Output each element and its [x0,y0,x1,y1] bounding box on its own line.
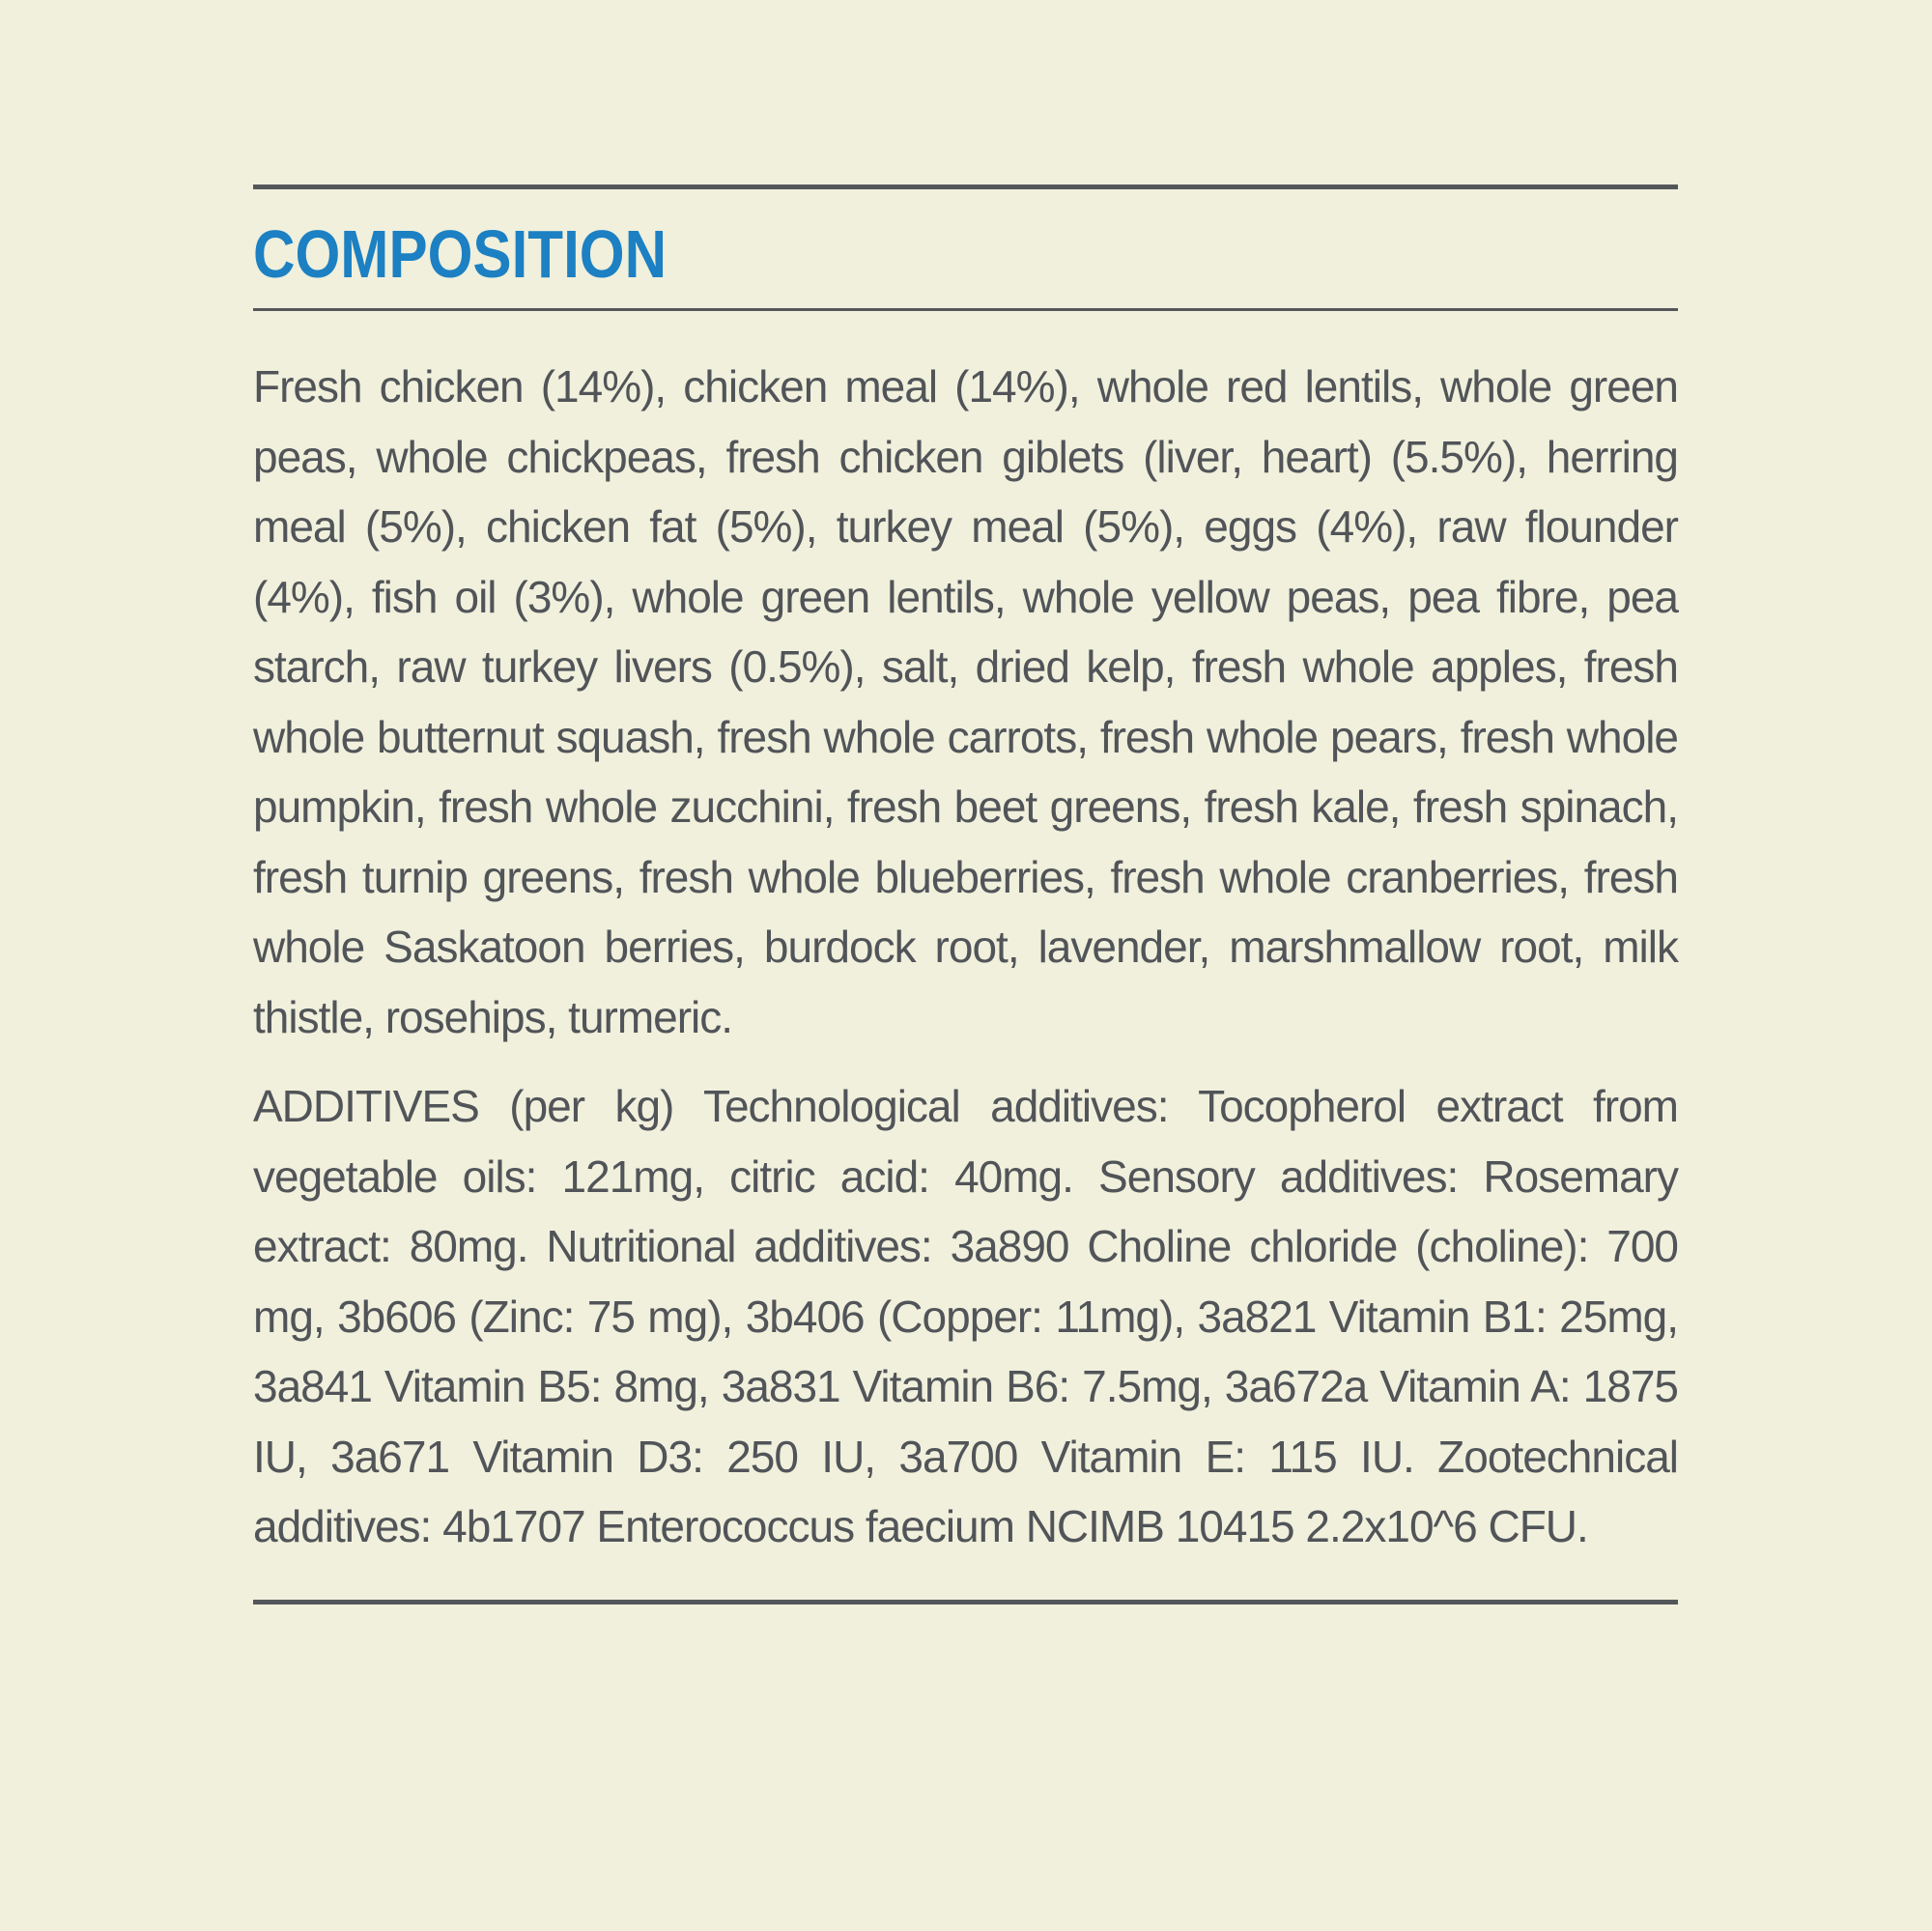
section-title: COMPOSITION [253,216,668,292]
additives-paragraph: ADDITIVES (per kg) Technological additives: Tocopherol extract from vegetable oils: 121mg, citric acid: 40mg. Sensory additives: Rosemary extract: 80mg. Nutritional additives: 3a890 Choline chloride (choline): 700 mg, 3b606 (Zinc: 75 mg), 3b406 (Copper: 11mg), 3a821 Vitamin B1: 25mg, 3a841 Vitamin B5: 8mg, 3a831 Vitamin B6: 7.5mg, 3a672a Vitamin A: 1875 IU, 3a671 Vitamin D3: 250 IU, 3a700 Vitamin E: 115 IU. Zootechnical additives: 4b1707 Enterococcus faecium NCIMB 10415 2.2x10^6 CFU. [253,1081,1678,1551]
composition-paragraph: Fresh chicken (14%), chicken meal (14%), whole red lentils, whole green peas, whole chickpeas, fresh chicken giblets (liver, heart) (5.5%), herring meal (5%), chicken fat (5%), turkey meal (5%), eggs (4%), raw flounder (4%), fish oil (3%), whole green lentils, whole yellow peas, pea fibre, pea starch, raw turkey livers (0.5%), salt, dried kelp, fresh whole apples, fresh whole butternut squash, fresh whole carrots, fresh whole pears, fresh whole pumpkin, fresh whole zucchini, fresh beet greens, fresh kale, fresh spinach, fresh turnip greens, fresh whole blueberries, fresh whole cranberries, fresh whole Saskatoon berries, burdock root, lavender, marshmallow root, milk thistle, rosehips, turmeric. [253,361,1678,1042]
composition-panel [253,0,1678,1604]
bottom-divider [253,1600,1678,1604]
title-underline [253,308,1678,311]
top-divider [253,185,1678,189]
